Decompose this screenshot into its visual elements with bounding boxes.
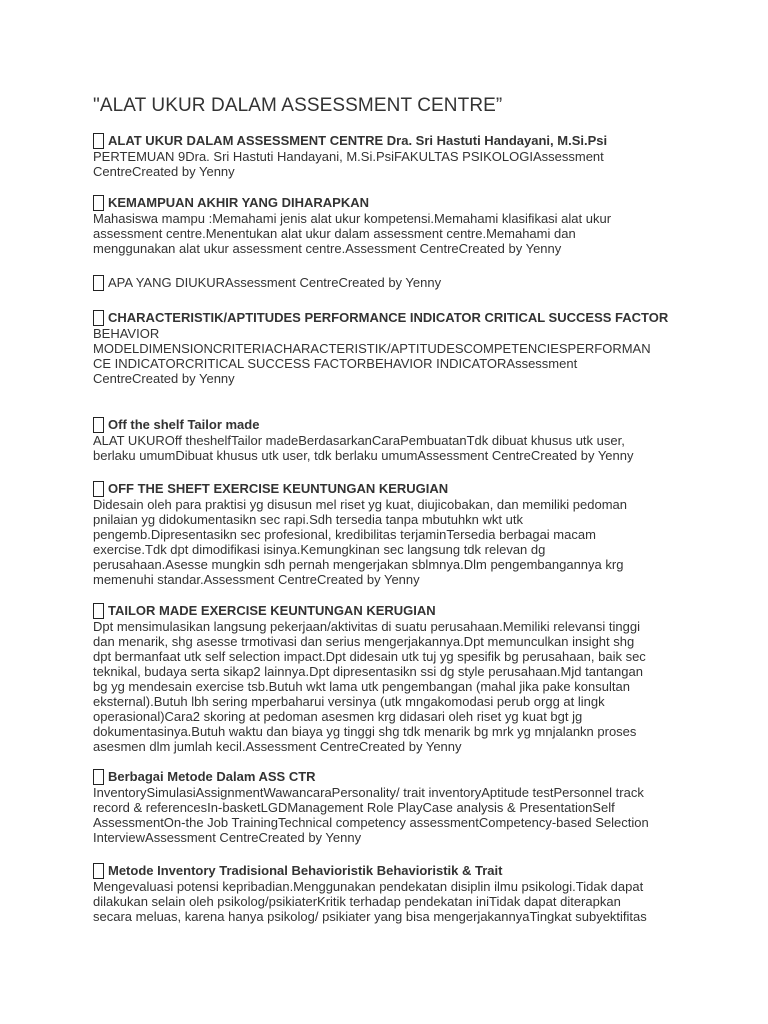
section-heading: KEMAMPUAN AKHIR YANG DIHARAPKAN xyxy=(108,195,369,210)
body-line: menggunakan alat ukur assessment centre.Assessment CentreCreated by Yenny xyxy=(93,241,562,256)
section-body xyxy=(93,433,678,463)
section-heading: Metode Inventory Tradisional Behavioristik Behavioristik & Trait xyxy=(108,863,503,878)
section-heading: ALAT UKUR DALAM ASSESSMENT CENTRE Dra. Sri Hastuti Handayani, M.Si.Psi xyxy=(108,133,608,148)
section-heading: TAILOR MADE EXERCISE KEUNTUNGAN KERUGIAN xyxy=(108,603,436,618)
body-line: asesmen dlm jumlah kecil.Assessment CentreCreated by Yenny xyxy=(93,739,462,754)
section-body xyxy=(93,619,678,754)
body-line: assessment centre.Menentukan alat ukur dalam assessment centre.Memahami dan xyxy=(93,226,576,241)
missing-image-icon xyxy=(93,603,104,619)
body-line: exercise.Tdk dpt dimodifikasi isinya.Kemungkinan sec langsung tdk relevan dg xyxy=(93,542,546,557)
section-apa-yang-diukur xyxy=(93,275,678,291)
section-heading: APA YANG DIUKURAssessment CentreCreated by Yenny xyxy=(108,275,442,290)
section-body xyxy=(93,326,678,386)
missing-image-icon xyxy=(93,417,104,433)
missing-image-icon xyxy=(93,769,104,785)
body-line: BEHAVIOR xyxy=(93,326,160,341)
body-line: Mahasiswa mampu :Memahami jenis alat ukur kompetensi.Memahami klasifikasi alat ukur xyxy=(93,211,612,226)
body-line: secara meluas, karena hanya psikolog/ psikiater yang bisa mengerjakannyaTingkat subyektifitas xyxy=(93,909,647,924)
body-line: CentreCreated by Yenny xyxy=(93,164,235,179)
section-heading: Berbagai Metode Dalam ASS CTR xyxy=(108,769,316,784)
body-line: operasional)Cara2 skoring at pedoman asesmen krg didasari oleh riset yg kuat bgt jg xyxy=(93,709,583,724)
body-line: CE INDICATORCRITICAL SUCCESS FACTORBEHAVIOR INDICATORAssessment xyxy=(93,356,578,371)
body-line: memenuhi standar.Assessment CentreCreated by Yenny xyxy=(93,572,420,587)
body-line: pnilaian yg didokumentasikn sec rapi.Sdh tersedia tanpa mbutuhkn wkt utk xyxy=(93,512,523,527)
body-line: berlaku umumDibuat khusus utk user, tdk berlaku umumAssessment CentreCreated by Yenny xyxy=(93,448,634,463)
section-body xyxy=(93,785,678,845)
body-line: Didesain oleh para praktisi yg disusun mel riset yg kuat, diujicobakan, dan memiliki pedoman xyxy=(93,497,627,512)
body-line: InterviewAssessment CentreCreated by Yenny xyxy=(93,830,362,845)
section-heading: OFF THE SHEFT EXERCISE KEUNTUNGAN KERUGIAN xyxy=(108,481,449,496)
section-heading: Off the shelf Tailor made xyxy=(108,417,260,432)
section-heading: CHARACTERISTIK/APTITUDES PERFORMANCE INDICATOR CRITICAL SUCCESS FACTOR xyxy=(108,310,669,325)
body-line: perusahaan.Asesse mungkin sdh pernah mengerjakan sblmnya.Dlm pengembangannya krg xyxy=(93,557,624,572)
body-line: MODELDIMENSIONCRITERIACHARACTERISTIK/APTITUDESCOMPETENCIESPERFORMAN xyxy=(93,341,651,356)
section-tailor-made-exercise xyxy=(93,603,678,754)
section-metode-inventory xyxy=(93,863,678,924)
body-line: dan menarik, shg asesse trmotivasi dan serius mengerjakannya.Dpt memunculkan insight shg xyxy=(93,634,635,649)
body-line: eksternal).Butuh lbh sering mperbaharui versinya (utk mngakomodasi perub orgg at lingk xyxy=(93,694,605,709)
section-body xyxy=(93,211,678,256)
body-line: dpt bermanfaat utk self selection impact.Dpt didesain utk tuj yg spesifik bg perusahaan, baik sec xyxy=(93,649,646,664)
body-line: CentreCreated by Yenny xyxy=(93,371,235,386)
page-title: "ALAT UKUR DALAM ASSESSMENT CENTRE” xyxy=(93,95,503,116)
body-line: bg yg mendesain exercise tsb.Butuh wkt lama utk pengembangan (mahal jika pake konsultan xyxy=(93,679,630,694)
section-body xyxy=(93,149,678,179)
body-line: teknikal, budaya serta sikap2 lainnya.Dpt dipresentasikn ssi dg style perusahaan.Mjd tantangan xyxy=(93,664,643,679)
body-line: ALAT UKUROff theshelfTailor madeBerdasarkanCaraPembuatanTdk dibuat khusus utk user, xyxy=(93,433,625,448)
section-off-the-sheft-exercise xyxy=(93,481,678,587)
body-line: dilakukan selain oleh psikolog/psikiaterKritik terhadap pendekatan iniTidak dapat diterapkan xyxy=(93,894,621,909)
body-line: AssessmentOn-the Job TrainingTechnical competency assessmentCompetency-based Selection xyxy=(93,815,649,830)
missing-image-icon xyxy=(93,275,104,291)
section-characteristik xyxy=(93,310,678,386)
body-line: pengemb.Dipresentasikn sec profesional, kredibilitas terjaminTersedia berbagai macam xyxy=(93,527,596,542)
missing-image-icon xyxy=(93,863,104,879)
body-line: Mengevaluasi potensi kepribadian.Menggunakan pendekatan disiplin ilmu psikologi.Tidak dapat xyxy=(93,879,644,894)
section-kemampuan xyxy=(93,195,678,256)
body-line: PERTEMUAN 9Dra. Sri Hastuti Handayani, M.Si.PsiFAKULTAS PSIKOLOGIAssessment xyxy=(93,149,604,164)
body-line: record & referencesIn-basketLGDManagement Role PlayCase analysis & PresentationSelf xyxy=(93,800,615,815)
body-line: dokumentasinya.Butuh waktu dan biaya yg tinggi shg tdk menarik bg mrk yg mnjalankn proses xyxy=(93,724,637,739)
missing-image-icon xyxy=(93,195,104,211)
section-alat-ukur xyxy=(93,133,678,179)
missing-image-icon xyxy=(93,481,104,497)
missing-image-icon xyxy=(93,310,104,326)
body-line: InventorySimulasiAssignmentWawancaraPersonality/ trait inventoryAptitude testPersonnel track xyxy=(93,785,644,800)
body-line: Dpt mensimulasikan langsung pekerjaan/aktivitas di suatu perusahaan.Memiliki relevansi tinggi xyxy=(93,619,641,634)
section-off-the-shelf xyxy=(93,417,678,463)
section-body xyxy=(93,497,678,587)
section-body xyxy=(93,879,678,924)
missing-image-icon xyxy=(93,133,104,149)
section-berbagai-metode xyxy=(93,769,678,845)
